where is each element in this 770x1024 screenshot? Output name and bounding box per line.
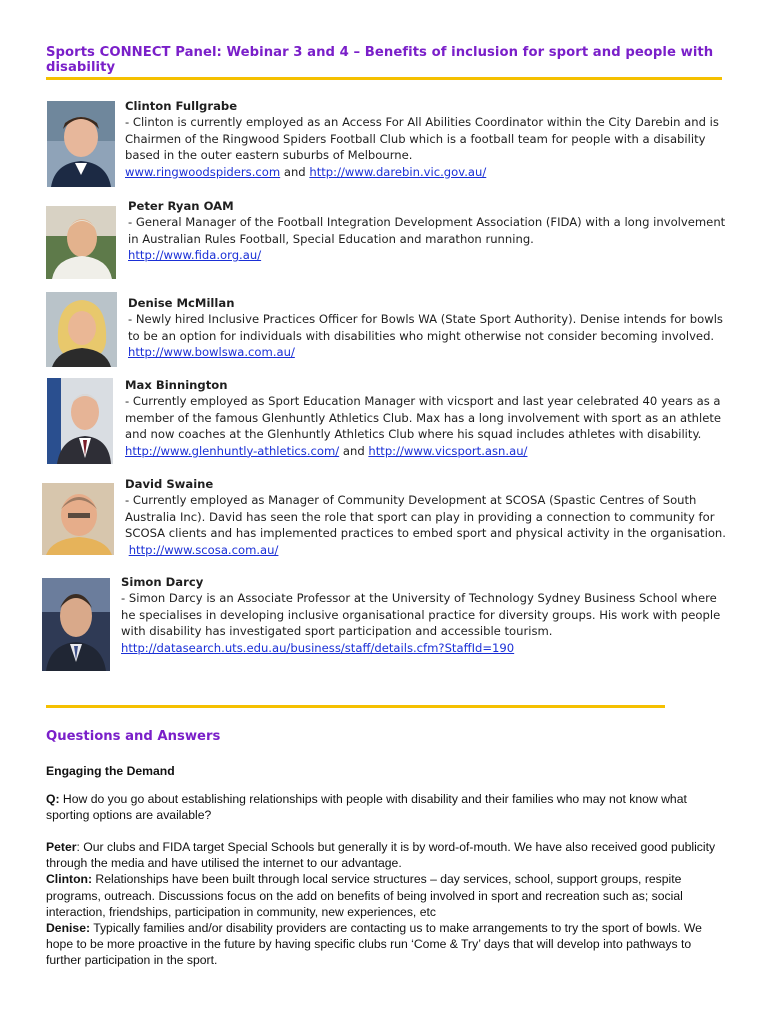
panelist-link[interactable]: http://www.bowlswa.com.au/ (128, 345, 295, 360)
panelist-description: - Clinton is currently employed as an Access For All Abilities Coordinator within the City Darebin and is Chairmen of the Ringwood Spiders Football Club which is a football team for people with a disability based in the outer eastern suburbs of Melbourne. (125, 115, 719, 163)
answer-speaker: Clinton: (46, 872, 93, 887)
panelist-name: David Swaine (125, 477, 214, 491)
panelist-name: Peter Ryan OAM (128, 199, 234, 213)
link-joiner: and (339, 443, 369, 458)
divider-middle (46, 705, 665, 708)
panelist-bio-simon (121, 574, 725, 656)
qa-heading: Questions and Answers (46, 729, 221, 744)
panelist-photo-max (47, 378, 113, 464)
answer-text: : Our clubs and FIDA target Special Schools but generally it is by word-of-mouth. We have also received good publicity through the media and have utilised the internet to our advantage. (46, 840, 716, 871)
panelist-photo-david (42, 483, 114, 555)
section-subheading: Engaging the Demand (46, 764, 175, 778)
panelist-link[interactable]: http://www.darebin.vic.gov.au/ (309, 164, 487, 179)
panelist-bio-david (125, 476, 729, 558)
question-label: Q: (46, 792, 60, 806)
qa-question (46, 791, 726, 823)
answer-text: Typically families and/or disability providers are contacting us to make arrangements to try the sport of bowls. We hope to be more proactive in the future by having specific clubs run ‘Come & Try’ days that will develop into pathways to further participation in the sport. (46, 921, 702, 968)
answer-denise (46, 920, 726, 969)
panelist-link[interactable]: http://www.glenhuntly-athletics.com/ (125, 443, 340, 458)
qa-answers (46, 839, 726, 969)
panelist-description: - Currently employed as Manager of Community Development at SCOSA (Spastic Centres of South Australia Inc). David has seen the role that sport can play in providing a connection to community for SCOSA clients and has implemented practices to embed sport and physical activity in the organisation. (125, 493, 726, 541)
panelist-link[interactable]: http://www.fida.org.au/ (128, 248, 262, 263)
panelist-photo-simon (42, 578, 110, 671)
panelist-bio-clinton (125, 98, 725, 180)
panelist-link[interactable]: http://www.scosa.com.au/ (128, 542, 279, 557)
question-text: How do you go about establishing relationships with people with disability and their families who may not know what sporting options are available? (46, 792, 687, 823)
panelist-photo-peter (46, 206, 116, 279)
panelist-bio-max (125, 377, 725, 459)
panelist-name: Max Binnington (125, 378, 228, 392)
page-title: Sports CONNECT Panel: Webinar 3 and 4 – Benefits of inclusion for sport and people with disability (46, 45, 714, 75)
panelist-name: Denise McMillan (128, 296, 235, 310)
panelist-description: - Simon Darcy is an Associate Professor at the University of Technology Sydney Business School where he specialises in developing inclusive organisational practice for diversity groups. His work with people with disability has investigated sport participation and accessible tourism. (121, 591, 721, 639)
answer-speaker: Denise: (46, 921, 91, 936)
panelist-description: - Currently employed as Sport Education Manager with vicsport and last year celebrated 40 years as a member of the famous Glenhuntly Athletics Club. Max has a long involvement with sport as an athlete and now coaches at the Glenhuntly Athletics Club where his squad includes athletes with disability. (125, 394, 722, 442)
answer-peter (46, 839, 726, 871)
panelist-name: Clinton Fullgrabe (125, 99, 238, 113)
panelist-bio-denise (128, 295, 728, 361)
panelist-description: - General Manager of the Football Integration Development Association (FIDA) with a long involvement in Australian Rules Football, Special Education and marathon running. (128, 215, 726, 246)
panelist-link[interactable]: www.ringwoodspiders.com (125, 164, 281, 179)
link-joiner: and (280, 164, 310, 179)
panelist-link[interactable]: http://datasearch.uts.edu.au/business/staff/details.cfm?StaffId=190 (121, 640, 515, 655)
answer-speaker: Peter (46, 840, 77, 854)
panelist-description: - Newly hired Inclusive Practices Officer for Bowls WA (State Sport Authority). Denise intends for bowls to be an option for individuals with disabilities who might otherwise not consider becoming involved. (128, 312, 723, 343)
panelist-link[interactable]: http://www.vicsport.asn.au/ (368, 443, 528, 458)
answer-text: Relationships have been built through local service structures – day services, school, support groups, respite programs, outreach. Discussions focus on the add on benefits of being involved in sport and recreation such as; social interaction, friendships, participation in community, new experiences, etc (46, 872, 683, 919)
answer-clinton (46, 871, 726, 920)
divider-top (46, 77, 722, 80)
panelist-bio-peter (128, 198, 728, 264)
panelist-name: Simon Darcy (121, 575, 204, 589)
panelist-photo-clinton (47, 101, 115, 187)
qa-subheading (46, 763, 726, 779)
panelist-photo-denise (46, 292, 117, 367)
